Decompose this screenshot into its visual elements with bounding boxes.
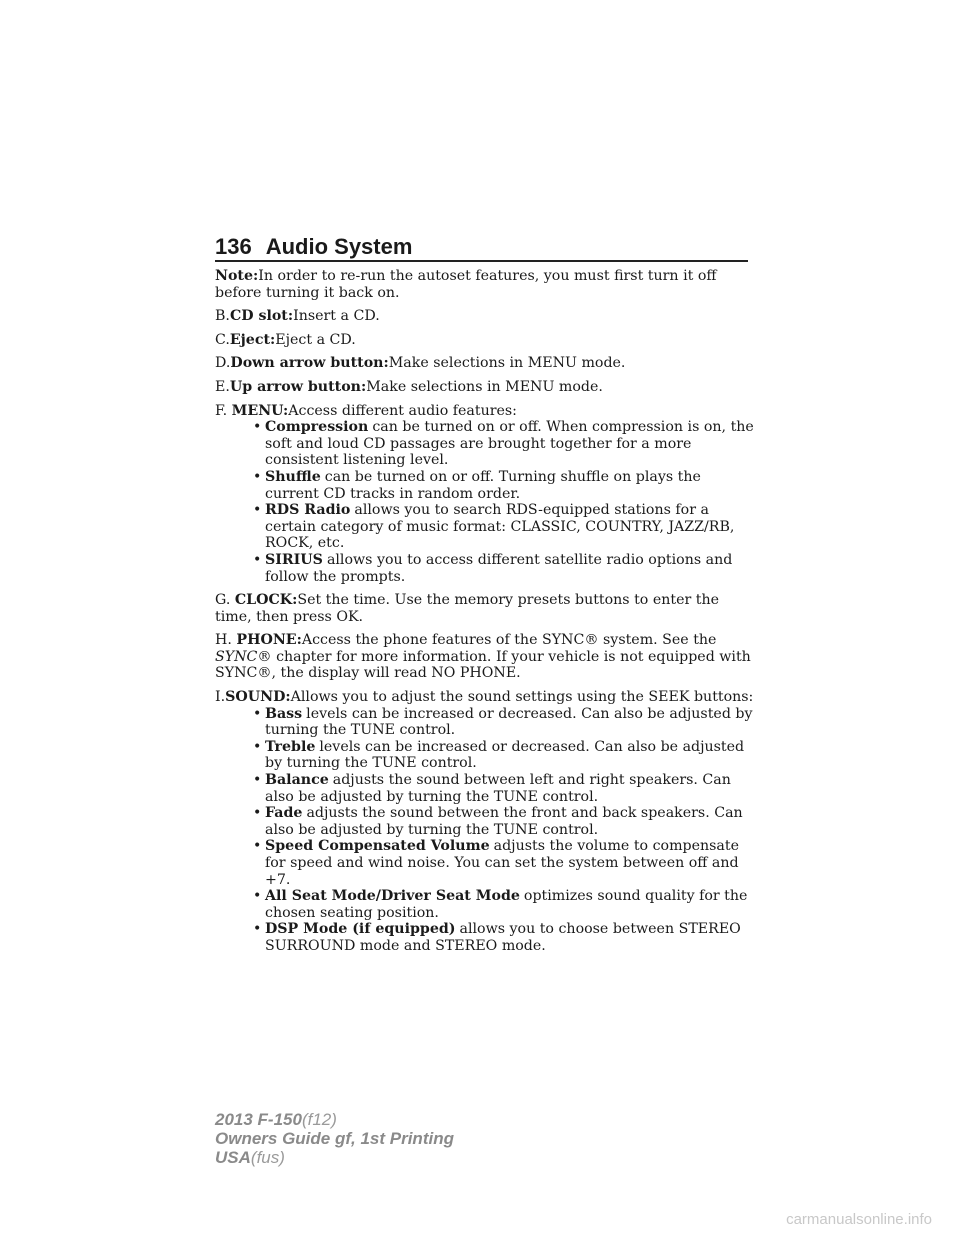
sound-bullet-list [215, 706, 755, 955]
bullet-text: adjusts the sound between the front and back speakers. Can also be adjusted by turning the TUNE control. [265, 805, 743, 838]
bullet-term: Speed Compensated Volume [265, 838, 490, 855]
item-label: CLOCK: [234, 592, 298, 609]
page-title: Audio System [265, 234, 413, 259]
bullet-icon: • [253, 888, 262, 905]
list-item [215, 469, 755, 502]
list-item [215, 419, 755, 469]
bullet-term: DSP Mode (if equipped) [265, 921, 456, 938]
bullet-term: RDS Radio [265, 502, 351, 519]
bullet-text: levels can be increased or decreased. Can also be adjusted by turning the TUNE control. [265, 705, 753, 739]
footer-model-code: (f12) [301, 1110, 337, 1129]
page-number: 136 [215, 234, 252, 259]
footer-line-1 [215, 1110, 454, 1129]
bullet-icon: • [253, 705, 262, 722]
bullet-text: levels can be increased or decreased. Can also be adjusted by turning the TUNE control. [265, 738, 745, 772]
list-item [215, 502, 755, 552]
footer-line-3 [215, 1148, 454, 1167]
item-g [215, 592, 755, 625]
item-text: Access the phone features of the SYNC® system. See the [301, 632, 717, 649]
bullet-text: allows you to access different satellite radio options and follow the prompts. [265, 551, 733, 585]
note-label: Note: [215, 268, 259, 284]
item-letter: D. [215, 355, 231, 372]
item-label: CD slot: [229, 308, 294, 325]
bullet-term: Compression [265, 419, 369, 436]
list-item [215, 552, 755, 585]
bullet-term: Shuffle [265, 468, 321, 485]
bullet-text: optimizes sound quality for the chosen seating position. [265, 888, 748, 921]
item-label: Down arrow button: [230, 355, 389, 372]
bullet-text: allows you to search RDS-equipped stations for a certain category of music format: CLASSIC, COUNTRY, JAZZ/RB, ROCK, etc. [265, 502, 735, 552]
item-i [215, 689, 755, 706]
item-text: Allows you to adjust the sound settings using the SEEK buttons: [290, 689, 754, 706]
item-b [215, 308, 755, 325]
note-paragraph [215, 268, 755, 301]
item-letter: E. [215, 378, 230, 395]
item-letter: I. [215, 689, 226, 706]
bullet-term: Fade [265, 805, 303, 822]
print-footer [215, 1110, 454, 1167]
bullet-term: Balance [265, 772, 329, 789]
item-text: Eject a CD. [275, 331, 356, 348]
bullet-icon: • [253, 468, 262, 485]
item-h [215, 632, 755, 682]
bullet-icon: • [253, 838, 262, 855]
item-letter: H. [215, 632, 232, 649]
item-letter: B. [215, 308, 230, 325]
item-label: SOUND: [225, 689, 291, 706]
list-item [215, 706, 755, 739]
item-label: Eject: [229, 331, 276, 348]
item-text: chapter for more information. If your vehicle is not equipped with SYNC®, the display will read NO PHONE. [215, 648, 751, 682]
bullet-term: SIRIUS [265, 551, 323, 568]
menu-bullet-list [215, 419, 755, 585]
item-text: Set the time. Use the memory presets buttons to enter the time, then press OK. [215, 592, 720, 625]
item-letter: G. [215, 592, 231, 609]
footer-market-code: (fus) [250, 1148, 285, 1167]
bullet-text: allows you to choose between STEREO SURROUND mode and STEREO mode. [265, 921, 741, 954]
item-label: Up arrow button: [229, 378, 367, 395]
page-header [215, 230, 748, 262]
item-text: Access different audio features: [288, 402, 517, 419]
bullet-icon: • [253, 502, 262, 519]
bullet-text: adjusts the sound between left and right speakers. Can also be adjusted by turning the TUNE control. [265, 772, 731, 805]
item-text: Insert a CD. [293, 308, 380, 325]
list-item [215, 921, 755, 954]
bullet-term: Bass [265, 705, 303, 722]
item-letter: F. [215, 402, 228, 419]
bullet-text: adjusts the volume to compensate for speed and wind noise. You can set the system between off and +7. [265, 838, 739, 888]
bullet-text: can be turned on or off. Turning shuffle on plays the current CD tracks in random order. [265, 468, 701, 502]
bullet-icon: • [253, 805, 262, 822]
bullet-icon: • [253, 551, 262, 568]
footer-model: 2013 F-150 [215, 1110, 302, 1129]
item-letter: C. [215, 331, 230, 348]
bullet-term: Treble [265, 738, 316, 755]
item-e [215, 379, 755, 396]
item-text: Make selections in MENU mode. [366, 378, 603, 395]
bullet-icon: • [253, 772, 262, 789]
list-item [215, 772, 755, 805]
item-c [215, 332, 755, 349]
bullet-icon: • [253, 921, 262, 938]
list-item [215, 838, 755, 888]
list-item [215, 739, 755, 772]
footer-edition: Owners Guide gf, 1st Printing [215, 1129, 454, 1148]
watermark: carmanualsonline.info [786, 1211, 932, 1228]
bullet-icon: • [253, 419, 262, 436]
chapter-reference: SYNC® [215, 648, 272, 665]
page-content [215, 268, 755, 962]
item-label: PHONE: [236, 632, 302, 649]
item-label: MENU: [231, 402, 289, 419]
footer-line-2 [215, 1129, 454, 1148]
item-text: Make selections in MENU mode. [388, 355, 626, 372]
list-item [215, 888, 755, 921]
bullet-term: All Seat Mode/Driver Seat Mode [265, 888, 520, 905]
footer-market: USA [215, 1148, 251, 1167]
item-f [215, 403, 755, 420]
note-text: In order to re-run the autoset features, you must first turn it off before turning it back on. [215, 268, 717, 301]
list-item [215, 805, 755, 838]
bullet-icon: • [253, 738, 262, 755]
item-d [215, 355, 755, 372]
bullet-text: can be turned on or off. When compression is on, the soft and loud CD passages are brought together for a more consistent listening level. [265, 419, 754, 469]
